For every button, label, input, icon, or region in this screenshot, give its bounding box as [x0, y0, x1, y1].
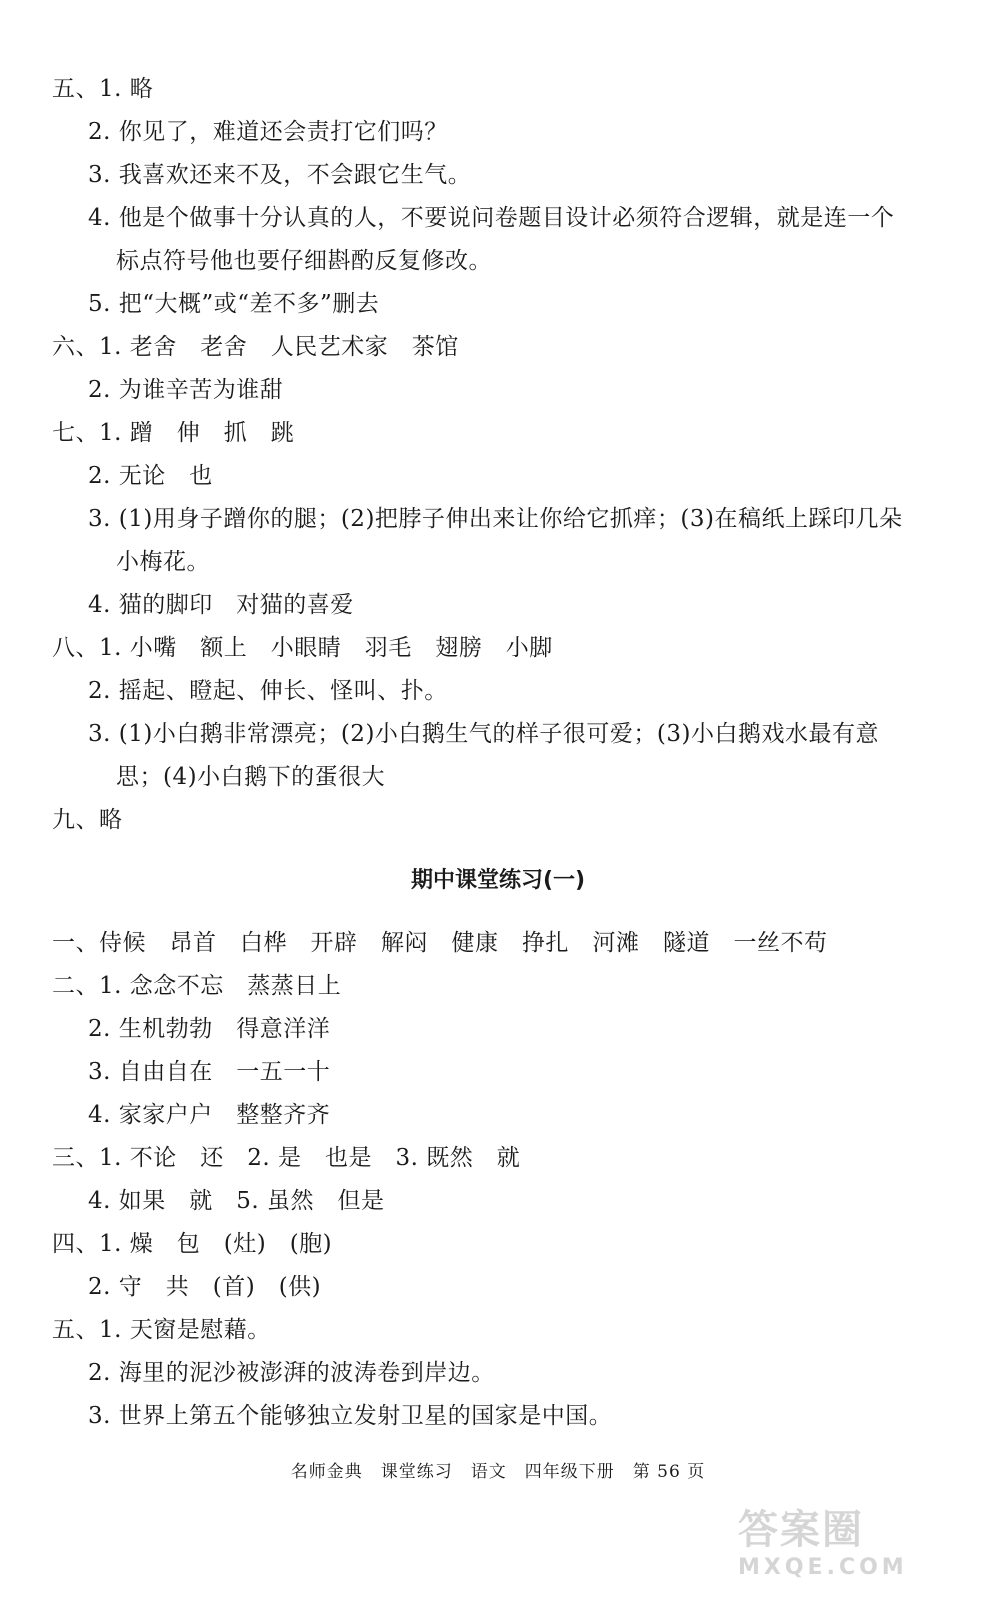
- answer-line-b5-2: 2. 海里的泥沙被澎湃的波涛卷到岸边。: [88, 1360, 495, 1386]
- answer-line-8-3-cont: 思；(4)小白鹅下的蛋很大: [116, 764, 386, 790]
- answer-line-5-5: 5. 把“大概”或“差不多”删去: [88, 291, 380, 317]
- answer-line-5-3: 3. 我喜欢还来不及，不会跟它生气。: [88, 162, 472, 188]
- answer-line-5-4: 4. 他是个做事十分认真的人，不要说问卷题目设计必须符合逻辑，就是连一个: [88, 205, 895, 231]
- answer-line-6-2: 2. 为谁辛苦为谁甜: [88, 377, 284, 403]
- answer-line-b5-3: 3. 世界上第五个能够独立发射卫星的国家是中国。: [88, 1403, 613, 1429]
- answer-line-b4-1: 四、1. 燥 包 (灶) (胞): [52, 1231, 333, 1257]
- answer-line-b2-2: 2. 生机勃勃 得意洋洋: [88, 1016, 331, 1042]
- answer-line-7-2: 2. 无论 也: [88, 463, 213, 489]
- answer-line-8-3: 3. (1)小白鹅非常漂亮；(2)小白鹅生气的样子很可爱；(3)小白鹅戏水最有意: [88, 721, 879, 747]
- answer-line-8-1: 八、1. 小嘴 额上 小眼睛 羽毛 翅膀 小脚: [52, 635, 553, 661]
- answer-line-b4-2: 2. 守 共 (首) (供): [88, 1274, 322, 1300]
- answer-line-b1: 一、侍候 昂首 白桦 开辟 解闷 健康 挣扎 河滩 隧道 一丝不苟: [52, 930, 828, 956]
- answer-line-b2-3: 3. 自由自在 一五一十: [88, 1059, 331, 1085]
- watermark-logo-url: MXQE.COM: [738, 1555, 908, 1580]
- watermark-logo-text: 答案圈: [738, 1507, 864, 1553]
- answer-line-b2-4: 4. 家家户户 整整齐齐: [88, 1102, 331, 1128]
- answer-line-5-1: 五、1. 略: [52, 76, 154, 102]
- section-title: 期中课堂练习(一): [410, 868, 586, 893]
- answer-line-7-3: 3. (1)用身子蹭你的腿；(2)把脖子伸出来让你给它抓痒；(3)在稿纸上踩印几朵: [88, 506, 903, 532]
- answer-line-b5-1: 五、1. 天窗是慰藉。: [52, 1317, 271, 1343]
- answer-line-7-3-cont: 小梅花。: [116, 549, 210, 575]
- answer-line-b3-4: 4. 如果 就 5. 虽然 但是: [88, 1188, 385, 1214]
- watermark-logo: [738, 1498, 978, 1588]
- answer-line-9: 九、略: [52, 807, 123, 833]
- answer-line-7-4: 4. 猫的脚印 对猫的喜爱: [88, 592, 354, 618]
- answer-line-6-1: 六、1. 老舍 老舍 人民艺术家 茶馆: [52, 334, 459, 360]
- answer-line-7-1: 七、1. 蹭 伸 抓 跳: [52, 420, 295, 446]
- answer-line-5-2: 2. 你见了，难道还会责打它们吗？: [88, 119, 448, 145]
- answer-line-8-2: 2. 摇起、瞪起、伸长、怪叫、扑。: [88, 678, 448, 704]
- answer-line-5-4-cont: 标点符号他也要仔细斟酌反复修改。: [116, 248, 492, 274]
- page-footer: 名师金典 课堂练习 语文 四年级下册 第 56 页: [290, 1462, 706, 1482]
- answer-line-b2-1: 二、1. 念念不忘 蒸蒸日上: [52, 973, 342, 999]
- answer-line-b3-1: 三、1. 不论 还 2. 是 也是 3. 既然 就: [52, 1145, 521, 1171]
